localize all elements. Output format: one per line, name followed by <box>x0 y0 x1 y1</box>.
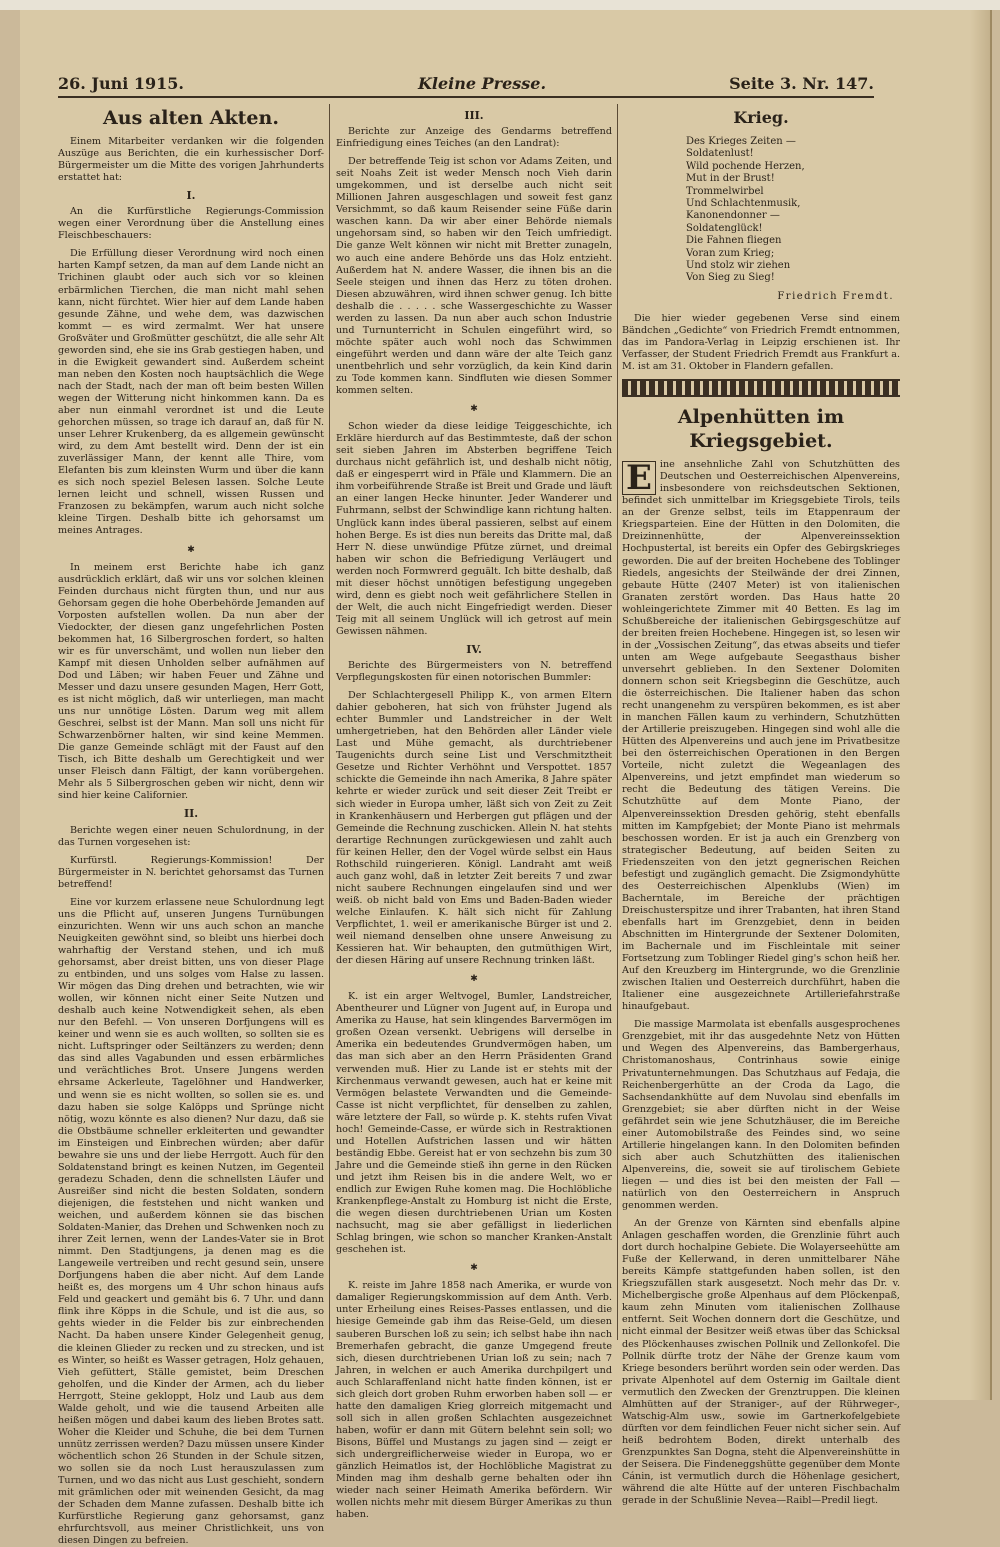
header-page-number: Seite 3. Nr. 147. <box>729 74 874 93</box>
column-2 <box>336 104 612 1521</box>
separator-star-icon: ✱ <box>470 404 478 415</box>
paragraph: Eine vor kurzem erlassene neue Schulordnung legt uns die Pflicht auf, unseren Jungens Turnübungen einzurichten. Wenn wir uns auch schon an manche Neuigkeiten gewöhnt sind, so bleibt uns hierbei doch wahrhaftig der Verstand stehen, und ich muß gehorsamst, aber dreist bitten, uns von dieser Plage zu entbinden, und uns solges vom Halse zu lassen. Wir mögen das Ding drehen und betrachten, wie wir wollen, wir können nicht einer Seite Nutzen und deshalb auch keine Notwendigkeit sehen, als eben nur den Befehl. — Von unseren Dorfjungens will es keiner und wenn sie es auch wollten, so sollten sie es nicht. Luftspringer oder Seiltänzers zu werden; denn das sind alles Vagabunden und essen erbärmliches und verächtliches Brot. Unsere Jungens werden ehrsame Ackerleute, Tagelöhner und Handwerker, und wenn sie es nicht wollten, so sollen sie es. und dazu haben sie solge Kalöpps und Sprünge nicht nötig, wozu könnte es also dienen? Nur dazu, daß sie die Obstbäume schneller erkleiterten und gewandter im Einsteigen und Einbrechen würden; aber dafür bewahre sie uns und der liebe Herrgott. Auch für den Soldatenstand bringt es keinen Nutzen, im Gegenteil geradezu Schaden, denn die schnellsten Läufer und Ausreißer sind nicht die besten Soldaten, sondern diejenigen, die feststehen und nicht wanken und weichen, und außerdem können sie das bischen Soldaten-Manier, das Drehen und Schwenken noch zu ihrer Zeit lernen, wenn der Landes-Vater sie in Brot nimmt. Den Stadtjungens, ja denen mag es die Langeweile vertreiben und recht gesund sein, unsere Dorfjungens haben die aber nicht. Auf dem Lande heißt es, des morgens um 4 Uhr schon hinaus aufs Feld und geackert und gemäht bis 6. 7 Uhr. und dann flink ihre Köpps in die Schule, und ist die aus, so gehts wieder in die Felder bis zur einbrechenden Nacht. Da haben unsere Kinder Gelegenheit genug, die kleinen Glieder zu recken und zu strecken, und ist es Winter, so heißt es Wasser getragen, Holz gehauen, Vieh gefüttert, Ställe gemistet, beim Dreschen geholfen, und die Kinder der Armen, ach du lieber Herrgott, Steine gekloppt, Holz und Laub aus dem Walde geholt, und wie die tausend Arbeiten alle heißen mögen und dabei kaum des lieben Brotes satt. Woher die Kleider und Schuhe, die bei dem Turnen unnütz zerrissen werden? Dazu müssen unsere Kinder wöchentlich schon 26 Stunden in der Schule sitzen, wo sollen sie da noch Lust herauszulassen zum Turnen, und wo das nicht aus Lust geschieht, sondern mit grämlichen oder mit weinenden Gesicht, da mag der Schaden dem Manne zufassen. Deshalb bitte ich Kurfürstliche Regierung ganz gehorsamst, ganz ehrfurchtsvoll, aus meiner Christlichkeit, uns von diesen Dingen zu befreien. <box>58 896 324 1547</box>
column-3 <box>622 104 900 1507</box>
paragraph: Berichte zur Anzeige des Gendarms betreffend Einfriedigung eines Teiches (an den Landrat): <box>336 126 612 150</box>
paragraph: Der betreffende Teig ist schon vor Adams Zeiten, und seit Noahs Zeit ist weder Mensch noch Vieh darin umgekommen, und ist derselbe auch nicht seit Millionen Jahren ausgeschlagen und soweit fest ganz Versichmmt, so daß kaum Reisender seine Füße darin waschen kann. Da wir aber einer Behörde niemals ungehorsam sind, so haben wir den Teich umfriedigt. Die ganze Welt können wir nicht mit Bretter zunageln, wo auch eine andere Behörde uns das Holz entzieht. Außerdem hat N. andere Wasser, die ihnen bis an die Seele steigen und ihnen das Herz zu töten drohen. Diesen abzuwähren, wird ihnen schwer genug. Ich bitte deshalb die . . . . . sche Wassergeschichte zu Wasser werden zu lassen. Da nun aber auch schon Industrie und Turnunterricht in Schulen eingeführt wird, so möchte später auch wohl noch das Schwimmen eingeführt werden und dann wäre der alte Teich ganz unentbehrlich und sehr vorzüglich, da kein Kind darin zu Tode kommen kann. Sindfluten wie diesen Sommer kommen selten. <box>336 156 612 397</box>
column-rule-2 <box>617 104 618 1340</box>
poem-line: Die Fahnen fliegen <box>686 235 782 247</box>
article-title-akten: Aus alten Akten. <box>103 107 279 129</box>
poem-line: Des Krieges Zeiten — <box>686 136 796 147</box>
poem-line: Voran zum Krieg; <box>686 247 775 259</box>
ornamental-divider <box>622 379 900 397</box>
poem-title: Krieg. <box>733 108 789 127</box>
section-number: III. <box>464 109 484 122</box>
paragraph: Schon wieder da diese leidige Teiggeschichte, ich Erkläre hierdurch auf das Bestimmteste, daß der schon seit sieben Jahren im Absterben begriffene Teich durchaus nicht gefährlich ist, und deshalb nicht nötig, daß er eingesperrt wird in Pfäle und Klammern. Die an ihm vorbeiführende Straße ist Breit und Grade und läuft an einer langen Hecke hinunter. Jeder Wanderer und Fuhrmann, selbst der Schwindlige kann richtung halten. Unglück kann indes überal passieren, selbst auf einem hohen Berge. Es ist dies nun bereits das Dritte mal, daß Herr N. diese unwündige Pfütze zürnet, und dreimal haben wir schon die Befriedigung Verläugert und werden noch Formwrerd geguält. Ich bitte deshalb, daß mit dieser höchst unnötigen befestigung ungegeben wird, denn es giebt noch weit gefährlichere Stellen in der Welt, die auch nicht Eingefriedigt werden. Dieser Teig mit all seinem Unglück will ich getrost auf mein Gewissen nähmen. <box>336 421 612 637</box>
paragraph: An die Kurfürstliche Regierungs-Commission wegen einer Verordnung über die Anstellung eines Fleischbeschauers: <box>58 206 324 242</box>
paragraph: K. reiste im Jahre 1858 nach Amerika, er wurde von damaliger Regierungskommission auf dem Anth. Verb. unter Erheilung eines Reises-Passes entlassen, und die hiesige Gemeinde gab ihm das Reise-Geld, um diesen sauberen Burschen loß zu sein; ich selbst habe ihn nach Bremerhafen gebracht, die ganze Umgegend freute sich, diesen durchtriebenen Urian loß zu sein; nach 7 Jahren, in welchen er auch Amerika durchpilgert und auch Schlaraffenland nicht hatte finden können, ist er sich gleich dort groben Ruhm erworben haben soll — er hatte den damaligen Krieg glorreich mitgemacht und soll sich in allen großen Schlachten ausgezeichnet haben, wofür er dann mit Gütern belehnt sein soll; wo Bisons, Büffel und Mustangs zu jagen sind — zeigt er sich undergreiflicherweise wieder in Europa, wo er gänzlich Heimatlos ist, der Hochlöbliche Magistrat zu Minden mag ihm deshalb gerne behalten oder ihn wieder nach seiner Heimath Amerika befördern. Wir wollen nichts mehr mit diesem Bürger Amerikas zu thun haben. <box>336 1280 612 1521</box>
paragraph: Die massige Marmolata ist ebenfalls ausgesprochenes Grenzgebiet, mit ihr das ausgedehnte Netz von Hütten und Wegen des Alpenvereins, das Bambergerhaus, Christomanoshaus, Contrinhaus sowie einige Privatunternehmungen. Das Schutzhaus auf Fedaja, die Reichenbergerhütte an der Croda da Lago, die Sachsendankhütte auf dem Nuvolau sind ebenfalls im Grenzgebiet; sie aber dürften nicht in der Weise gefährdet sein wie jene Schutzhäuser, die im Bereiche einer Automobilstraße des Feindes sind, wo seine Artillerie hingelangen kann. In den Dolomiten befinden sich aber auch Schutzhütten des italienischen Alpenvereins, die, soweit sie auf tirolischem Gebiete liegen — und dies ist bei den meisten der Fall — natürlich von den Oesterreichern in Anspruch genommen werden. <box>622 1019 900 1212</box>
poem-line: Kanonendonner — <box>686 210 780 222</box>
top-strip <box>0 0 1000 10</box>
paragraph: Kurfürstl. Regierungs-Kommission! Der Bürgermeister in N. berichtet gehorsamst das Turnen betreffend! <box>58 854 324 890</box>
paragraph: An der Grenze von Kärnten sind ebenfalls alpine Anlagen geschaffen worden, die Grenzlinie führt auch dort durch hochalpine Gebiete. Die Wolayerseehütte am Fuße der Kellerwand, in deren unmittelbarer Nähe bereits Kämpfe stattgefunden haben sollen, ist den Kriegszufällen stark ausgesetzt. Noch mehr das Dr. v. Michelbergische große Alpenhaus auf dem Plöckenpaß, kaum zehn Minuten vom italienischen Zollhause entfernt. Seit Wochen donnern dort die Geschütze, und nicht einmal der Besitzer weiß etwas über das Schicksal des Plöckenhauses zwischen Pollnik und Zellonkofel. Die Pollnik dürfte trotz der Nähe der Grenze kaum vom Kriege besonders berührt worden sein oder werden. Das private Alpenhotel auf dem Osternig im Gailtale dient vermutlich den Zwecken der Grenztruppen. Die kleinen Almhütten auf der Straniger-, auf der Rührweger-, Watschig-Alm usw., sowie im Gartnerkofelgebiete dürften vor dem feindlichen Feuer nicht sicher sein. Auf heiß bedrohtem Boden, direkt unterhalb des Grenzpunktes San Dogna, steht die Alpenvereinshütte in der Seisera. Die Findeneggshütte gegenüber dem Monte Cánin, ist vermutlich durch die Höhenlage gesichert, während die alte Hütte auf der unteren Fischbachalm gerade in der Schußlinie Nevea—Raibl—Predil liegt. <box>622 1218 900 1507</box>
paragraph-text: ine ansehnliche Zahl von Schutzhütten des Deutschen und Oesterreichischen Alpenvereins, insbesondere von reichsdeutschen Sektionen, befindet sich unmittelbar im Kriegsgebiete Tirols, teils an der Grenze selbst, teils im Etappenraum der Kriegsparteien. Eine der Hütten in den Dolomiten, die Dreizinnenhütte, der Alpenvereinssektion Hochpustertal, ist bereits ein Opfer des Gebirgskrieges geworden. Die auf der breiten Hochebene des Toblinger Riedels, angesichts der Steilwände der drei Zinnen, gebaute Hütte (2407 Meter) ist von italienischen Granaten zerstört worden. Das Haus hatte 20 wohleingerichtete Zimmer mit 40 Betten. Es lag im Schußbereiche der italienischen Gebirgsgeschütze auf der breiten freien Hochebene. Hingegen ist, so lesen wir in der „Vossischen Zeitung“, das etwas abseits und tiefer unten am Wege aufgebaute Seegasthaus bisher unversehrt geblieben. In den Sextener Dolomiten donnern schon seit Kriegsbeginn die Geschütze, auch die österreichischen. Die Italiener haben das schon recht unangenehm zu verspüren bekommen, es ist aber in manchen Fällen kaum zu verhindern, Schutzhütten der Artillerie preiszugeben. Hingegen sind wohl alle die Hütten des Alpenvereins und auch jene im Privatbesitze bei den österreichischen Operationen in den Bergen Vorteile, nicht zuletzt die Wegeanlagen des Alpenvereins, und jetzt empfindet man wiederum so recht die Bedeutung des tätigen Vereins. Die Schutzhütte auf dem Monte Piano, der Alpenvereinssektion Dresden gehörig, steht ebenfalls mitten im Kampfgebiet; der Monte Piano ist mehrmals beschossen worden. Er ist ja auch ein Grenzberg von strategischer Bedeutung, auf beiden Seiten zu Friedenszeiten von den jetzt gegnerischen Reichen befestigt und zugänglich gemacht. Die Zsigmondyhütte des Oesterreichischen Alpenklubs (Wien) im Bacherntale, im Bereiche der prächtigen Dreischusterspitze und ihrer Trabanten, hat ihren Stand ebenfalls hart im Grenzgebiet, denn in beiden Abschnitten im Hintergrunde der Sextener Dolomiten, im Bachernale und im Fischleintale mit seiner Fortsetzung zum Toblinger Riedel ging's schon heiß her. Auf den Kreuzberg im Hintergrunde, wo die Grenzlinie zwischen Italien und Oesterreich durchführt, haben die Italiener eine ausgezeichnete Artilleriefahrstraße hinaufgebaut. <box>622 459 900 1013</box>
column-rule-1 <box>329 104 330 1340</box>
poem <box>686 136 900 285</box>
section-number: IV. <box>466 642 482 656</box>
paragraph <box>622 459 900 1013</box>
paragraph: Der Schlachtergesell Philipp K., von armen Eltern dahier geboheren, hat sich von frühster Jugend als echter Bummler und Landstreicher in der Welt umhergetrieben, hat den Behörden aller Länder viele Last und Mühe gemacht, als durchtriebener Taugenichts durch seine List und Verschmitztheit Gesetze und Richter Verhöhnt und Verspottet. 1857 schickte die Gemeinde ihn nach Amerika, 8 Jahre später kehrte er wieder zurück und seit dieser Zeit Treibt er sich wieder in Europa umher, läßt sich von Zeit zu Zeit in Krankenhäusern und Herbergen gut pflägen und der Gemeinde die Rechnung zuschicken. Allein N. hat stehts derartige Rechnungen zurückgewiesen und zahlt auch für keinen Heller, den der Vogel würde selbst ein Haus Rothschild ruingerieren. Königl. Landraht amt weiß auch ganz wohl, daß in letzter Zeit bereits 7 und zwar nicht saubere Rechnungen eingelaufen sind und wer weiß. ob nicht bald von Ems und Baden-Baden wieder welche Einlaufen. K. hält sich nicht für Zahlung Verpflichtet, 1. weil er amerikanische Bürger ist und 2. weil niemand denselben ohne unsere Anweisung zu Kessieren hat. Wir behaupten, den gutmüthigen Wirt, der diesen Häring auf unsere Rechnung trinken läßt. <box>336 690 612 967</box>
poem-line: Und stolz wir ziehen <box>686 260 791 272</box>
poem-note: Die hier wieder gegebenen Verse sind einem Bändchen „Gedichte“ von Friedrich Fremdt entnommen, das im Pandora-Verlag in Leipzig erschienen ist. Ihr Verfasser, der Student Friedrich Fremdt aus Frankfurt a. M. ist am 31. Oktober in Flandern gefallen. <box>622 312 900 373</box>
separator-star-icon: ✱ <box>187 544 195 555</box>
poem-line: Soldatenglück! <box>686 222 763 234</box>
poem-line: Soldatenlust! <box>686 148 754 160</box>
poem-line: Und Schlachtenmusik, <box>686 198 801 210</box>
paragraph: Berichte des Bürgermeisters von N. betreffend Verpflegungskosten für einen notorischen Bummler: <box>336 660 612 684</box>
separator-star-icon: ✱ <box>470 1263 478 1274</box>
poem-line: Trommelwirbel <box>686 185 764 197</box>
poem-line: Von Sieg zu Sieg! <box>686 272 775 284</box>
paragraph: Die Erfüllung dieser Verordnung wird noch einen harten Kampf setzen, da man auf dem Lande nicht an Trichinen glaubt oder auch sich vor so kleinen erbärmlichen Tierchen, die man nicht mahl sehen kann, nicht fürchtet. Wier hier auf dem Lande haben gesunde Zähne, und wehe dem, was dazwischen kommt — es wird zermalmt. Wer hat unsere Großväter und Großmütter geschützt, die alle sehr Alt geworden sind, ehe sie ins Grab gestiegen haben, und in die Ewigkeit gewandert sind. Außerdem scheint man neben den Kosten noch hauptsächlich die Wege nach der Stadt, nach der man oft beim besten Willen wegen der Witterung nicht hinkommen kann. Da es aber nun einmahl verordnet ist und die Leute gehorchen müssen, so trage ich darauf an, daß für N. unser Lehrer Krukenberg, da es allgemein gewünscht wird, zu dem Amt bestellt wird. Denn der ist ein zuverlässiger Mann, der kennt alle Thire, vom Elefanten bis zum kleinsten Wurm und über die kann es sich noch speziel Belesen lassen. Solche Leute lernen leicht und schnell, wissen Russen und Franzosen zu bekämpfen, warum auch nicht solche kleine Tirgen. Deshalb bitte ich gehorsamst um meines Antrages. <box>58 248 324 537</box>
column-1 <box>58 104 324 1547</box>
poem-line: Mut in der Brust! <box>686 173 775 185</box>
separator-star-icon: ✱ <box>470 974 478 985</box>
paragraph: In meinem erst Berichte habe ich ganz ausdrücklich erklärt, daß wir uns vor solchen kleinen Feinden durchaus nicht fürgten thun, und nur aus Gehorsam gegen die hohe Oberbehörde Jemanden auf Vorposten aufstellen wollen. Da nun aber der Viedockter, der diesen ganz ungefehrlichen Posten bekommen hat, 16 Silbergroschen fordert, so halten wir es für unverschämt, und wollen nun lieber den Kampf mit diesen Unholden selber aufnähmen auf Dod und Läben; wir haben Feuer und Zähne und Messer und dazu unsere gesunden Magen, Herr Gott, es ist nicht möglich, daß wir unterliegen, man macht uns nur unnötige Lösten. Darum weg mit allem Geschrei, selbst ist der Mann. Man soll uns nicht für Schwarzenbörner halten, wir sind keine Memmen. Die ganze Gemeinde schlägt mit der Faust auf den Tisch, ich Bitte deshalb um Gerechtigkeit und wer unser Fleisch dann Fältigt, der kann vorübergehen. Mehr als 5 Silbergroschen geben wir nicht, denn wir sind hier keine Californier. <box>58 561 324 802</box>
paragraph: K. ist ein arger Weltvogel, Bumler, Landstreicher, Abentheurer und Lügner von Jugent auf, in Europa und Amerika zu Hause, hat sein klingendes Barvermögen im großen Ozean versenkt. Uebrigens will derselbe in Amerika ein bedeutendes Grundvermögen haben, um das man sich aber an den Herrn Präsidenten Grand verwenden muß. Hier zu Lande ist er stehts mit der Kirchenmaus verwandt gewesen, auch hat er keine mit Vermögen belastete Verwandten und die Gemeinde-Casse ist nicht verpflichtet, für denselben zu zahlen, wäre letztere der Fall, so würde p. K. stehts rufen Vivat hoch! Gemeinde-Casse, er würde sich in Restraktionen und Hotellen Aufstrichen lassen und wir hätten beständig Ebbe. Gereist hat er von sechzehn bis zum 30 Jahre und die Gemeinde stieß ihn gerne in den Rücken und jetzt ihm Reisen bis in die andere Welt, wo er endlich zur Ewigen Ruhe komen mag. Die Hochlöbliche Krankenpflege-Anstalt zu Homburg ist nicht die Erste, die wegen diesen durchtriebenen Urian um Kosten nachsucht, mag sie aber gefälligst in liederlichen Schlag bringen, wie schon so mancher Kranken-Anstalt geschehen ist. <box>336 991 612 1256</box>
article-intro: Einem Mitarbeiter verdanken wir die folgenden Auszüge aus Berichten, die ein kurhessischer Dorf-Bürgermeister um die Mitte des vorigen Jahrhunderts erstattet hat: <box>58 136 324 184</box>
section-number: II. <box>183 807 199 821</box>
poem-line: Wild pochende Herzen, <box>686 160 805 172</box>
page-edge-shadow <box>970 10 992 1400</box>
paragraph: Berichte wegen einer neuen Schulordnung, in der das Turnen vorgesehen ist: <box>58 824 324 848</box>
section-number: I. <box>186 189 196 203</box>
header-paper-name: Kleine Presse. <box>418 74 547 93</box>
drop-cap: E <box>622 461 656 495</box>
poem-author: Friedrich Fremdt. <box>777 290 894 302</box>
page-header <box>58 74 874 98</box>
article-title-alpenhuetten: Alpenhütten im Kriegsgebiet. <box>677 406 845 453</box>
header-date: 26. Juni 1915. <box>58 74 184 93</box>
